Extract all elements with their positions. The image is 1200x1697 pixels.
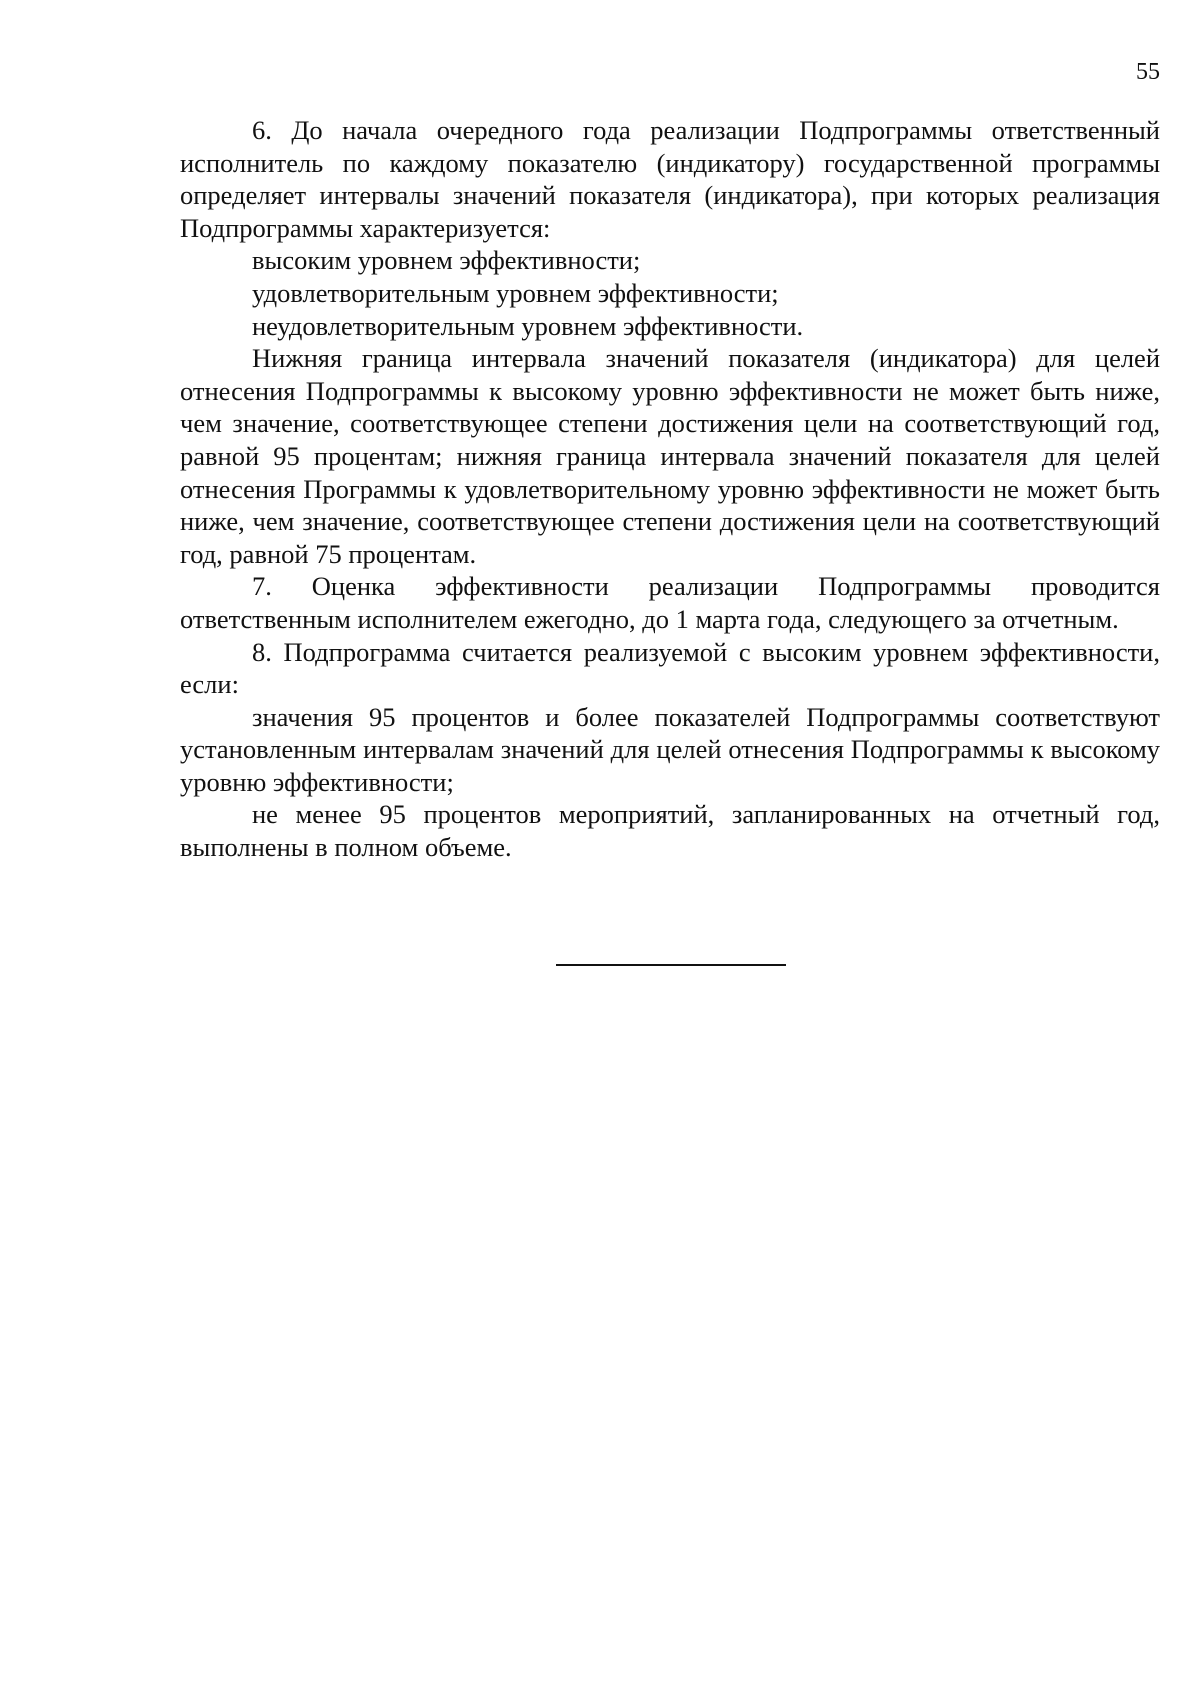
paragraph-item-7: 7. Оценка эффективности реализации Подпрограммы проводится ответственным исполнителем ежегодно, до 1 марта года, следующего за отчетным.: [180, 571, 1160, 634]
end-of-text-rule: [556, 964, 786, 966]
page-number: 55: [1136, 59, 1160, 85]
paragraph-item-6: 6. До начала очередного года реализации Подпрограммы ответственный исполнитель по каждому показателю (индикатору) государственной программы определяет интервалы значений показателя (индикатора), при которых реализация Подпрограммы характеризуется:: [180, 115, 1160, 243]
list-item-satisfactory-efficiency: удовлетворительным уровнем эффективности;: [252, 277, 779, 308]
list-item-high-efficiency: высоким уровнем эффективности;: [252, 245, 641, 276]
paragraph-lower-bound: Нижняя граница интервала значений показателя (индикатора) для целей отнесения Подпрограммы к высокому уровню эффективности не может быть ниже, чем значение, соответствующее степени достижения цели на соответствующий год, равной 95 процентам; нижняя граница интервала значений показателя для целей отнесения Программы к удовлетворительному уровню эффективности не может быть ниже, чем значение, соответствующее степени достижения цели на соответствующий год, равной 75 процентам.: [180, 343, 1160, 569]
list-item-unsatisfactory-efficiency: неудовлетворительным уровнем эффективности.: [252, 310, 804, 341]
condition-activities: не менее 95 процентов мероприятий, запланированных на отчетный год, выполнены в полном объеме.: [180, 799, 1160, 863]
paragraph-item-8: 8. Подпрограмма считается реализуемой с высоким уровнем эффективности, если:: [180, 636, 1160, 700]
document-body: [180, 114, 1160, 864]
condition-indicators: значения 95 процентов и более показателей Подпрограммы соответствуют установленным интервалам значений для целей отнесения Подпрограммы к высокому уровню эффективности;: [180, 701, 1160, 797]
